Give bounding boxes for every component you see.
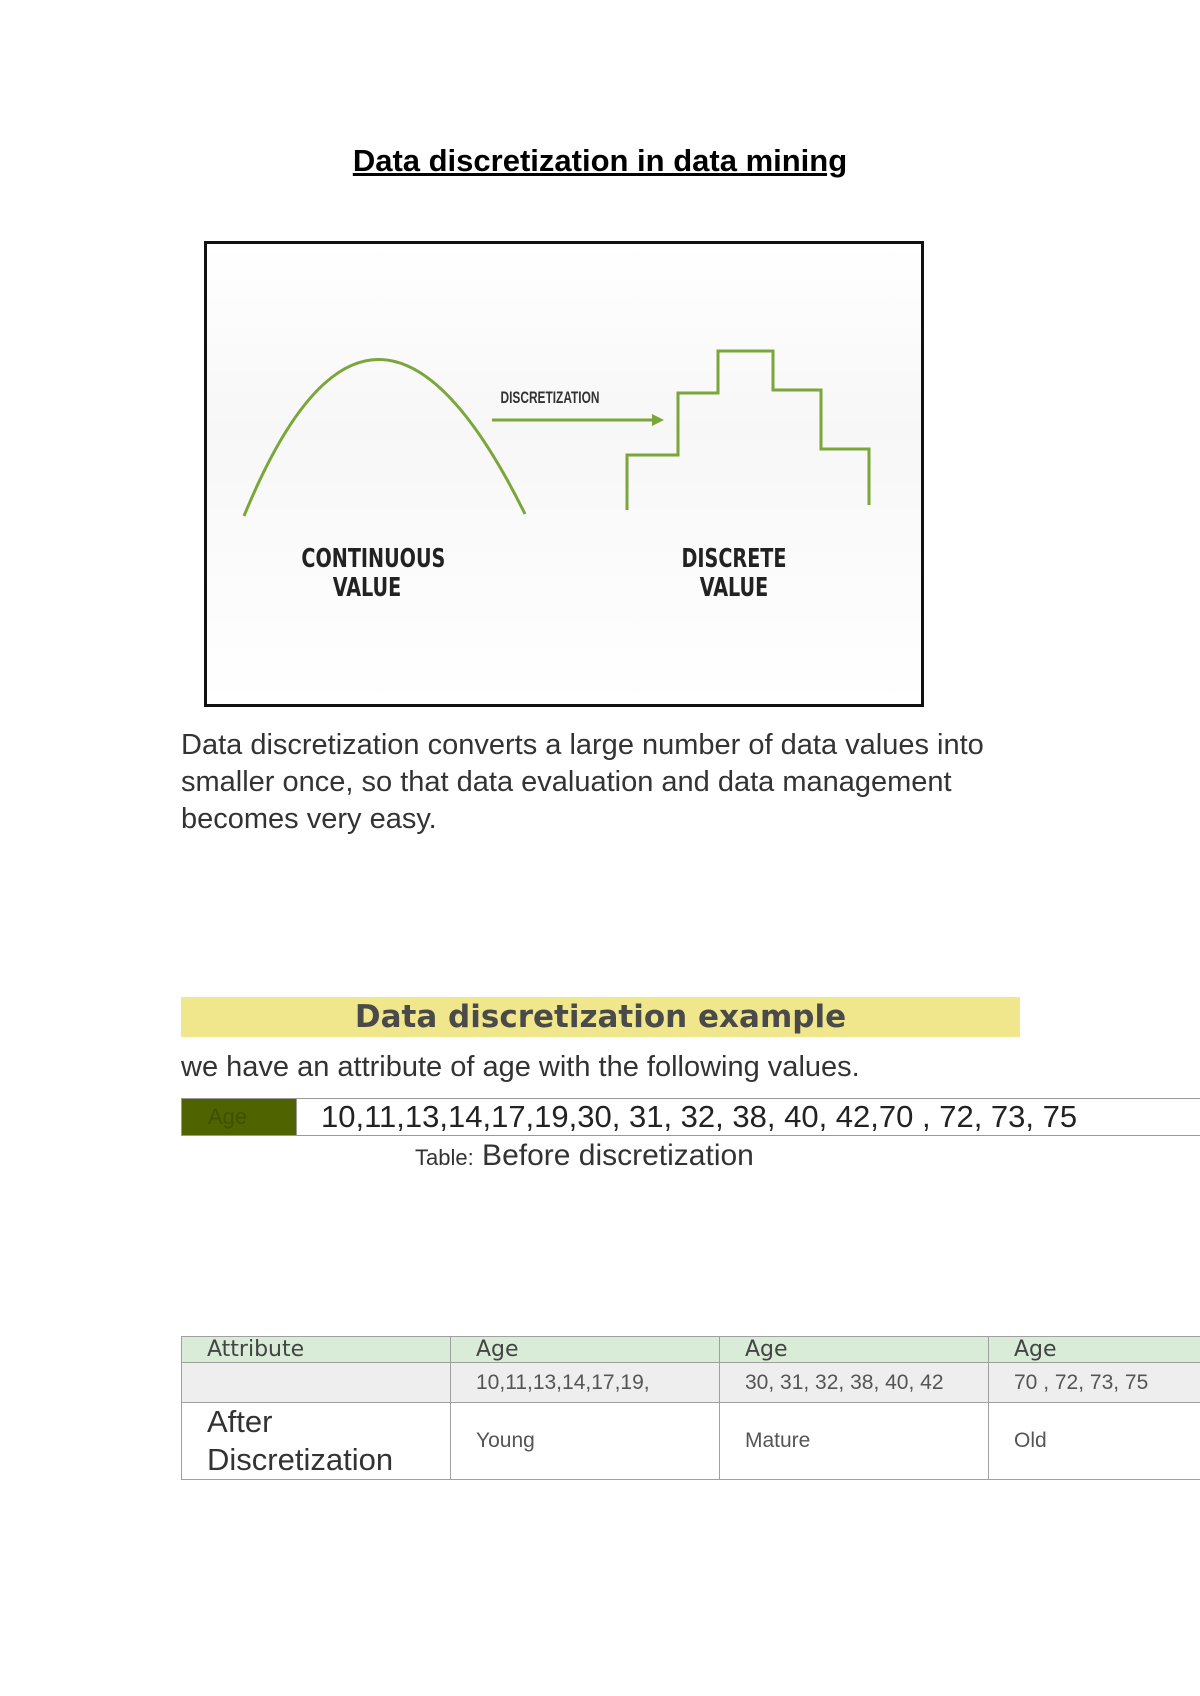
table-row bbox=[182, 1337, 1200, 1363]
discretization-diagram bbox=[207, 244, 921, 704]
table-row bbox=[182, 1363, 1200, 1403]
discrete-label-line2: VALUE bbox=[699, 573, 769, 603]
before-table-values: 10,11,13,14,17,19,30, 31, 32, 38, 40, 42,70 , 72, 73, 75 bbox=[321, 1099, 1078, 1134]
continuous-value-label bbox=[301, 544, 446, 603]
range-cell: 10,11,13,14,17,19, bbox=[451, 1363, 720, 1403]
before-table-header: Age bbox=[182, 1099, 297, 1135]
result-cell: Mature bbox=[720, 1403, 989, 1480]
continuous-curve bbox=[244, 359, 525, 516]
discrete-label-line1: DISCRETE bbox=[681, 544, 787, 574]
header-cell: Age bbox=[989, 1337, 1200, 1363]
range-cell: 30, 31, 32, 38, 40, 42 bbox=[720, 1363, 989, 1403]
discretization-label: DISCRETIZATION bbox=[500, 388, 600, 407]
continuous-label-line1: CONTINUOUS bbox=[301, 544, 446, 574]
example-banner: Data discretization example bbox=[181, 997, 1020, 1037]
result-cell: Old bbox=[989, 1403, 1200, 1480]
result-label-cell: After Discretization bbox=[182, 1403, 451, 1480]
description-paragraph: Data discretization converts a large number of data values into smaller once, so that data evaluation and data management becomes very easy. bbox=[181, 729, 984, 835]
caption-text: Before discretization bbox=[473, 1139, 754, 1172]
discrete-steps bbox=[627, 351, 869, 510]
continuous-label-line2: VALUE bbox=[332, 573, 402, 603]
discrete-value-label bbox=[668, 545, 799, 603]
table-row bbox=[182, 1403, 1200, 1480]
table-caption bbox=[415, 1139, 754, 1173]
range-cell bbox=[182, 1363, 451, 1403]
caption-prefix: Table: bbox=[415, 1145, 474, 1170]
before-table bbox=[181, 1098, 1200, 1136]
range-cell: 70 , 72, 73, 75 bbox=[989, 1363, 1200, 1403]
header-cell: Age bbox=[451, 1337, 720, 1363]
header-cell: Attribute bbox=[182, 1337, 451, 1363]
discretization-figure bbox=[204, 241, 924, 707]
arrow-head bbox=[652, 414, 664, 426]
example-intro: we have an attribute of age with the following values. bbox=[181, 1051, 860, 1083]
header-cell: Age bbox=[720, 1337, 989, 1363]
result-cell: Young bbox=[451, 1403, 720, 1480]
page-title: Data discretization in data mining bbox=[352, 143, 848, 178]
after-table bbox=[181, 1336, 1200, 1480]
